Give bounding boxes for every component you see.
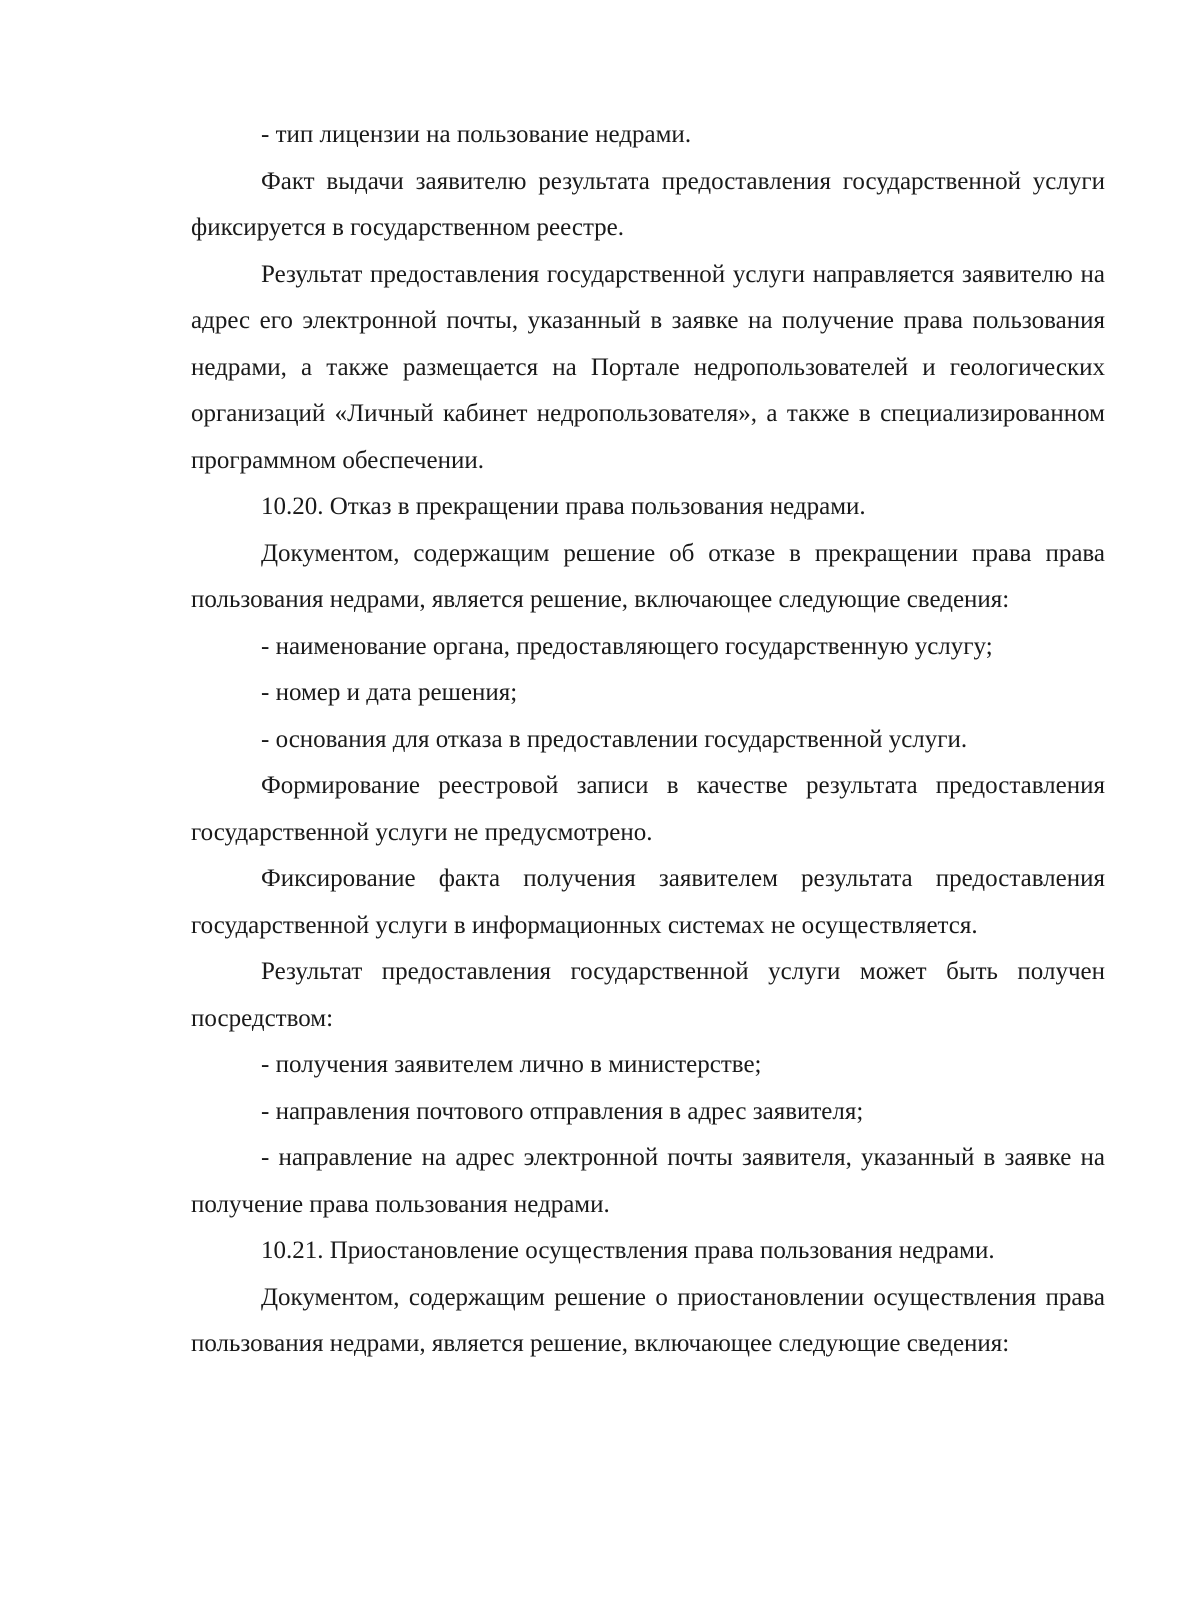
paragraph-result-means: Результат предоставления государственной услуги может быть получен посредством:	[191, 958, 1105, 1032]
paragraph-refusal-document: Документом, содержащим решение об отказе в прекращении права права пользования недрами, является решение, включающее следующие сведения:	[191, 539, 1105, 613]
section-heading-10-20: 10.20. Отказ в прекращении права пользования недрами.	[261, 493, 866, 520]
paragraph-license-type: - тип лицензии на пользование недрами.	[261, 121, 692, 148]
list-item-email: - направление на адрес электронной почты заявителя, указанный в заявке на получение права пользования недрами.	[191, 1144, 1105, 1218]
list-item-refusal-grounds: - основания для отказа в предоставлении государственной услуги.	[261, 725, 968, 753]
list-item-authority-name: - наименование органа, предоставляющего государственную услугу;	[261, 632, 993, 660]
list-item-postal: - направления почтового отправления в адрес заявителя;	[261, 1097, 864, 1125]
paragraph-suspension-document: Документом, содержащим решение о приостановлении осуществления права пользования недрами, является решение, включающее следующие сведения:	[191, 1283, 1105, 1357]
paragraph-issue-fact: Факт выдачи заявителю результата предоставления государственной услуги фиксируется в государственном реестре.	[191, 167, 1105, 241]
document-body	[191, 112, 1105, 1368]
list-item-in-person: - получения заявителем лично в министерстве;	[261, 1051, 762, 1078]
paragraph-receipt-fixing: Фиксирование факта получения заявителем результата предоставления государственной услуги в информационных системах не осуществляется.	[191, 865, 1105, 939]
paragraph-result-sent: Результат предоставления государственной услуги направляется заявителю на адрес его электронной почты, указанный в заявке на получение права пользования недрами, а также размещается на Портале недропользователей и геологических организаций «Личный кабинет недропользователя», а также в специализированном программном обеспечении.	[191, 260, 1105, 474]
paragraph-registry-record: Формирование реестровой записи в качестве результата предоставления государственной услуги не предусмотрено.	[191, 772, 1105, 846]
list-item-decision-number-date: - номер и дата решения;	[261, 679, 518, 706]
section-heading-10-21: 10.21. Приостановление осуществления права пользования недрами.	[261, 1237, 995, 1264]
